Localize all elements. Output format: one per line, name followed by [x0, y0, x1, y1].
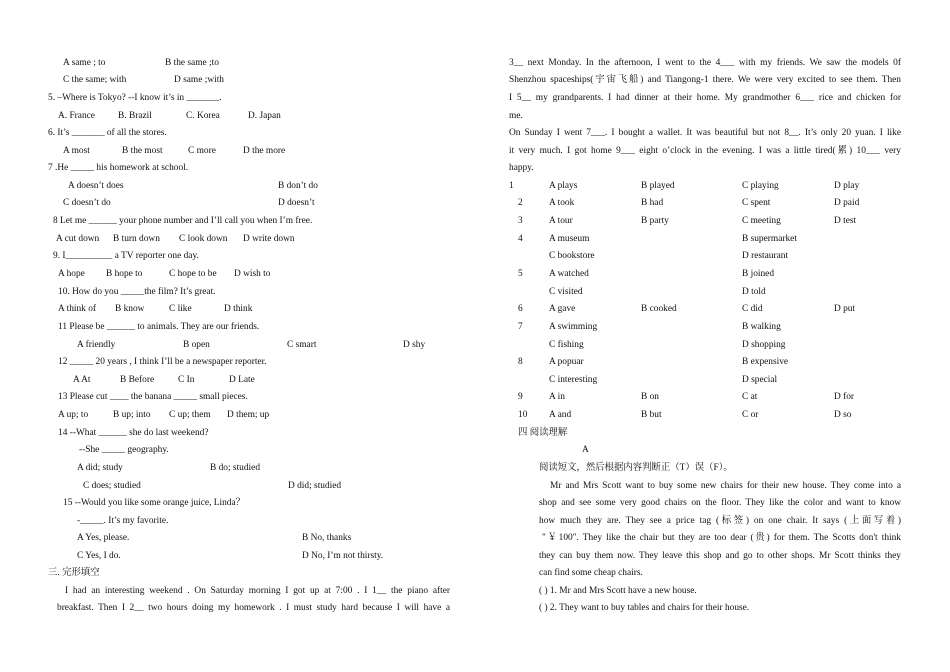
q5-option-a: A. France — [58, 111, 95, 121]
q9-option-c: C hope to be — [169, 269, 217, 279]
q7-option-a: A doesn’t does — [68, 181, 124, 191]
option-c: C spent — [742, 198, 771, 208]
option-b: B cooked — [641, 304, 677, 314]
option-b: B but — [641, 410, 662, 420]
q7-option-d: D doesn’t — [278, 198, 315, 208]
option-number: 3 — [518, 216, 523, 226]
q9-option-a: A hope — [58, 269, 85, 279]
option-d: D paid — [834, 198, 860, 208]
option-a: A plays — [549, 181, 578, 191]
q14-option-c: C does; studied — [83, 481, 141, 491]
q4-option-a: A same ; to — [63, 58, 106, 68]
option-d: D for — [834, 392, 855, 402]
q6-option-c: C more — [188, 146, 216, 156]
q6-option-d: D the more — [243, 146, 286, 156]
reading-line: Mr and Mrs Scott want to buy some new chairs for their new house. They come into a — [550, 481, 901, 491]
cloze-line-1: I had an interesting weekend . On Saturday morning I got up at 7:00 . I 1__ the piano after — [65, 586, 450, 596]
option-c: C bookstore — [549, 251, 595, 261]
option-a: A and — [549, 410, 572, 420]
option-c: C or — [742, 410, 759, 420]
option-a: A watched — [549, 269, 589, 279]
section-3-title: 三. 完形填空 — [48, 568, 100, 578]
option-d: D play — [834, 181, 860, 191]
option-a: A gave — [549, 304, 576, 314]
q11-option-c: C smart — [287, 340, 317, 350]
option-a: A popuar — [549, 357, 584, 367]
q14-option-a: A did; study — [77, 463, 123, 473]
reading-line: they can buy them now. They leave this shop and go to other shops. Mr Scott thinks they — [539, 551, 901, 561]
section-4-title: 四 阅读理解 — [518, 428, 568, 438]
q8-stem: 8 Let me ______ your phone number and I’ll call you when I’m free. — [53, 216, 313, 226]
q10-option-a: A think of — [58, 304, 97, 314]
q7-stem: 7 .He _____ his homework at school. — [48, 163, 189, 173]
option-c: C at — [742, 392, 758, 402]
q12-option-a: A At — [73, 375, 91, 385]
q10-option-b: B know — [115, 304, 145, 314]
option-b: B walking — [742, 322, 781, 332]
option-number: 5 — [518, 269, 523, 279]
q6-option-a: A most — [63, 146, 90, 156]
q14-option-d: D did; studied — [288, 481, 342, 491]
reading-label: A — [582, 445, 589, 455]
q4-option-d: D same ;with — [174, 75, 224, 85]
q5-stem: 5. –Where is Tokyo? --I know it’s in _______. — [48, 93, 222, 103]
cloze-passage-line: I 5__ my grandparents. I had dinner at their home. My grandmother 6___ rice and chicken for — [509, 93, 901, 103]
q15-option-a: A Yes, please. — [77, 533, 130, 543]
option-b: B on — [641, 392, 659, 402]
q10-option-c: C like — [169, 304, 192, 314]
q13-option-d: D them; up — [227, 410, 270, 420]
q11-option-a: A friendly — [77, 340, 116, 350]
q7-option-b: B don’t do — [278, 181, 318, 191]
q14-stem-reply: --She _____ geography. — [79, 445, 169, 455]
q11-option-b: B open — [183, 340, 210, 350]
option-b: B joined — [742, 269, 775, 279]
q8-option-b: B turn down — [113, 234, 160, 244]
q14-option-b: B do; studied — [210, 463, 261, 473]
q10-stem: 10. How do you _____the film? It’s great. — [58, 287, 216, 297]
cloze-passage-line: me. — [509, 111, 523, 121]
q5-option-b: B. Brazil — [118, 111, 152, 121]
option-d: D so — [834, 410, 852, 420]
reading-line: "￥100". They like the chair but they are too dear (贵) for them. The Scotts don't think — [542, 533, 901, 543]
q15-stem: 15 --Would you like some orange juice, Linda？ — [63, 498, 246, 508]
cloze-passage-line: 3__ next Monday. In the afternoon, I went to the 4___ with my friends. We saw the models 0f — [509, 58, 901, 68]
reading-line: can find some cheap chairs. — [539, 568, 643, 578]
option-c: C visited — [549, 287, 583, 297]
option-number: 9 — [518, 392, 523, 402]
q11-option-d: D shy — [403, 340, 426, 350]
q8-option-a: A cut down — [56, 234, 100, 244]
option-number: 4 — [518, 234, 523, 244]
reading-line: shop and see some very good chairs on the floor. They like the color and want to know — [539, 498, 901, 508]
q10-option-d: D think — [224, 304, 253, 314]
option-d: D restaurant — [742, 251, 789, 261]
option-c: C playing — [742, 181, 779, 191]
q12-option-c: C In — [178, 375, 195, 385]
q8-option-d: D write down — [243, 234, 295, 244]
cloze-line-2: breakfast. Then I 2__ two hours doing my homework . I must study hard because I will have a — [57, 603, 450, 613]
cloze-passage-line: Shenzhou spaceships(宇宙飞船) and Tiangong-1 there. We were very excited to see them. Then — [509, 75, 901, 85]
q9-stem: 9. I__________ a TV reporter one day. — [53, 251, 199, 261]
option-number: 2 — [518, 198, 523, 208]
q7-option-c: C doesn’t do — [63, 198, 111, 208]
q8-option-c: C look down — [179, 234, 228, 244]
option-c: C meeting — [742, 216, 781, 226]
q5-option-d: D. Japan — [248, 111, 281, 121]
option-b: B supermarket — [742, 234, 797, 244]
q13-option-c: C up; them — [169, 410, 211, 420]
q5-option-c: C. Korea — [186, 111, 220, 121]
q13-option-a: A up; to — [58, 410, 89, 420]
option-d: D put — [834, 304, 856, 314]
option-b: B party — [641, 216, 669, 226]
option-d: D test — [834, 216, 857, 226]
q12-option-b: B Before — [120, 375, 155, 385]
q14-stem: 14 --What ______ she do last weekend? — [58, 428, 209, 438]
option-number: 10 — [518, 410, 528, 420]
option-number: 1 — [509, 181, 514, 191]
q4-option-c: C the same; with — [63, 75, 127, 85]
option-a: A tour — [549, 216, 573, 226]
q15-stem-reply: -_____. It’s my favorite. — [77, 516, 169, 526]
q11-stem: 11 Please be ______ to animals. They are our friends. — [58, 322, 260, 332]
option-d: D told — [742, 287, 766, 297]
q12-stem: 12 _____ 20 years , I think I’ll be a newspaper reporter. — [58, 357, 267, 367]
q15-option-c: C Yes, I do. — [77, 551, 121, 561]
q9-option-b: B hope to — [106, 269, 143, 279]
reading-line: how much they are. They see a price tag (标签) on one chair. It says (上面写着) — [539, 516, 901, 526]
option-a: A took — [549, 198, 575, 208]
option-b: B expensive — [742, 357, 789, 367]
q9-option-d: D wish to — [234, 269, 271, 279]
option-a: A in — [549, 392, 565, 402]
option-c: C fishing — [549, 340, 584, 350]
option-a: A swimming — [549, 322, 598, 332]
q6-option-b: B the most — [122, 146, 163, 156]
cloze-passage-line: On Sunday I went 7___. I bought a wallet. It was beautiful but not 8__. It’s only 20 yuan. I like — [509, 128, 901, 138]
option-d: D shopping — [742, 340, 786, 350]
option-c: C did — [742, 304, 763, 314]
reading-instruction: 阅读短文，然后根据内容判断正（T）误（F）。 — [539, 463, 733, 473]
q13-stem: 13 Please cut ____ the banana _____ small pieces. — [58, 392, 248, 402]
q13-option-b: B up; into — [113, 410, 151, 420]
cloze-passage-line: it very much. I got home 9___ eight o’clock in the evening. I was a little tired(累) 10___ very — [509, 146, 901, 156]
q15-option-b: B No, thanks — [302, 533, 352, 543]
tf-question-1: ( ) 1. Mr and Mrs Scott have a new house. — [539, 586, 697, 596]
tf-question-2: ( ) 2. They want to buy tables and chairs for their house. — [539, 603, 750, 613]
option-number: 8 — [518, 357, 523, 367]
q4-option-b: B the same ;to — [165, 58, 219, 68]
option-number: 7 — [518, 322, 523, 332]
q6-stem: 6. It’s _______ of all the stores. — [48, 128, 167, 138]
option-b: B had — [641, 198, 664, 208]
option-d: D special — [742, 375, 778, 385]
option-number: 6 — [518, 304, 523, 314]
q12-option-d: D Late — [229, 375, 255, 385]
option-b: B played — [641, 181, 675, 191]
option-c: C interesting — [549, 375, 598, 385]
option-a: A museum — [549, 234, 590, 244]
q15-option-d: D No, I’m not thirsty. — [302, 551, 384, 561]
cloze-passage-line: happy. — [509, 163, 534, 173]
